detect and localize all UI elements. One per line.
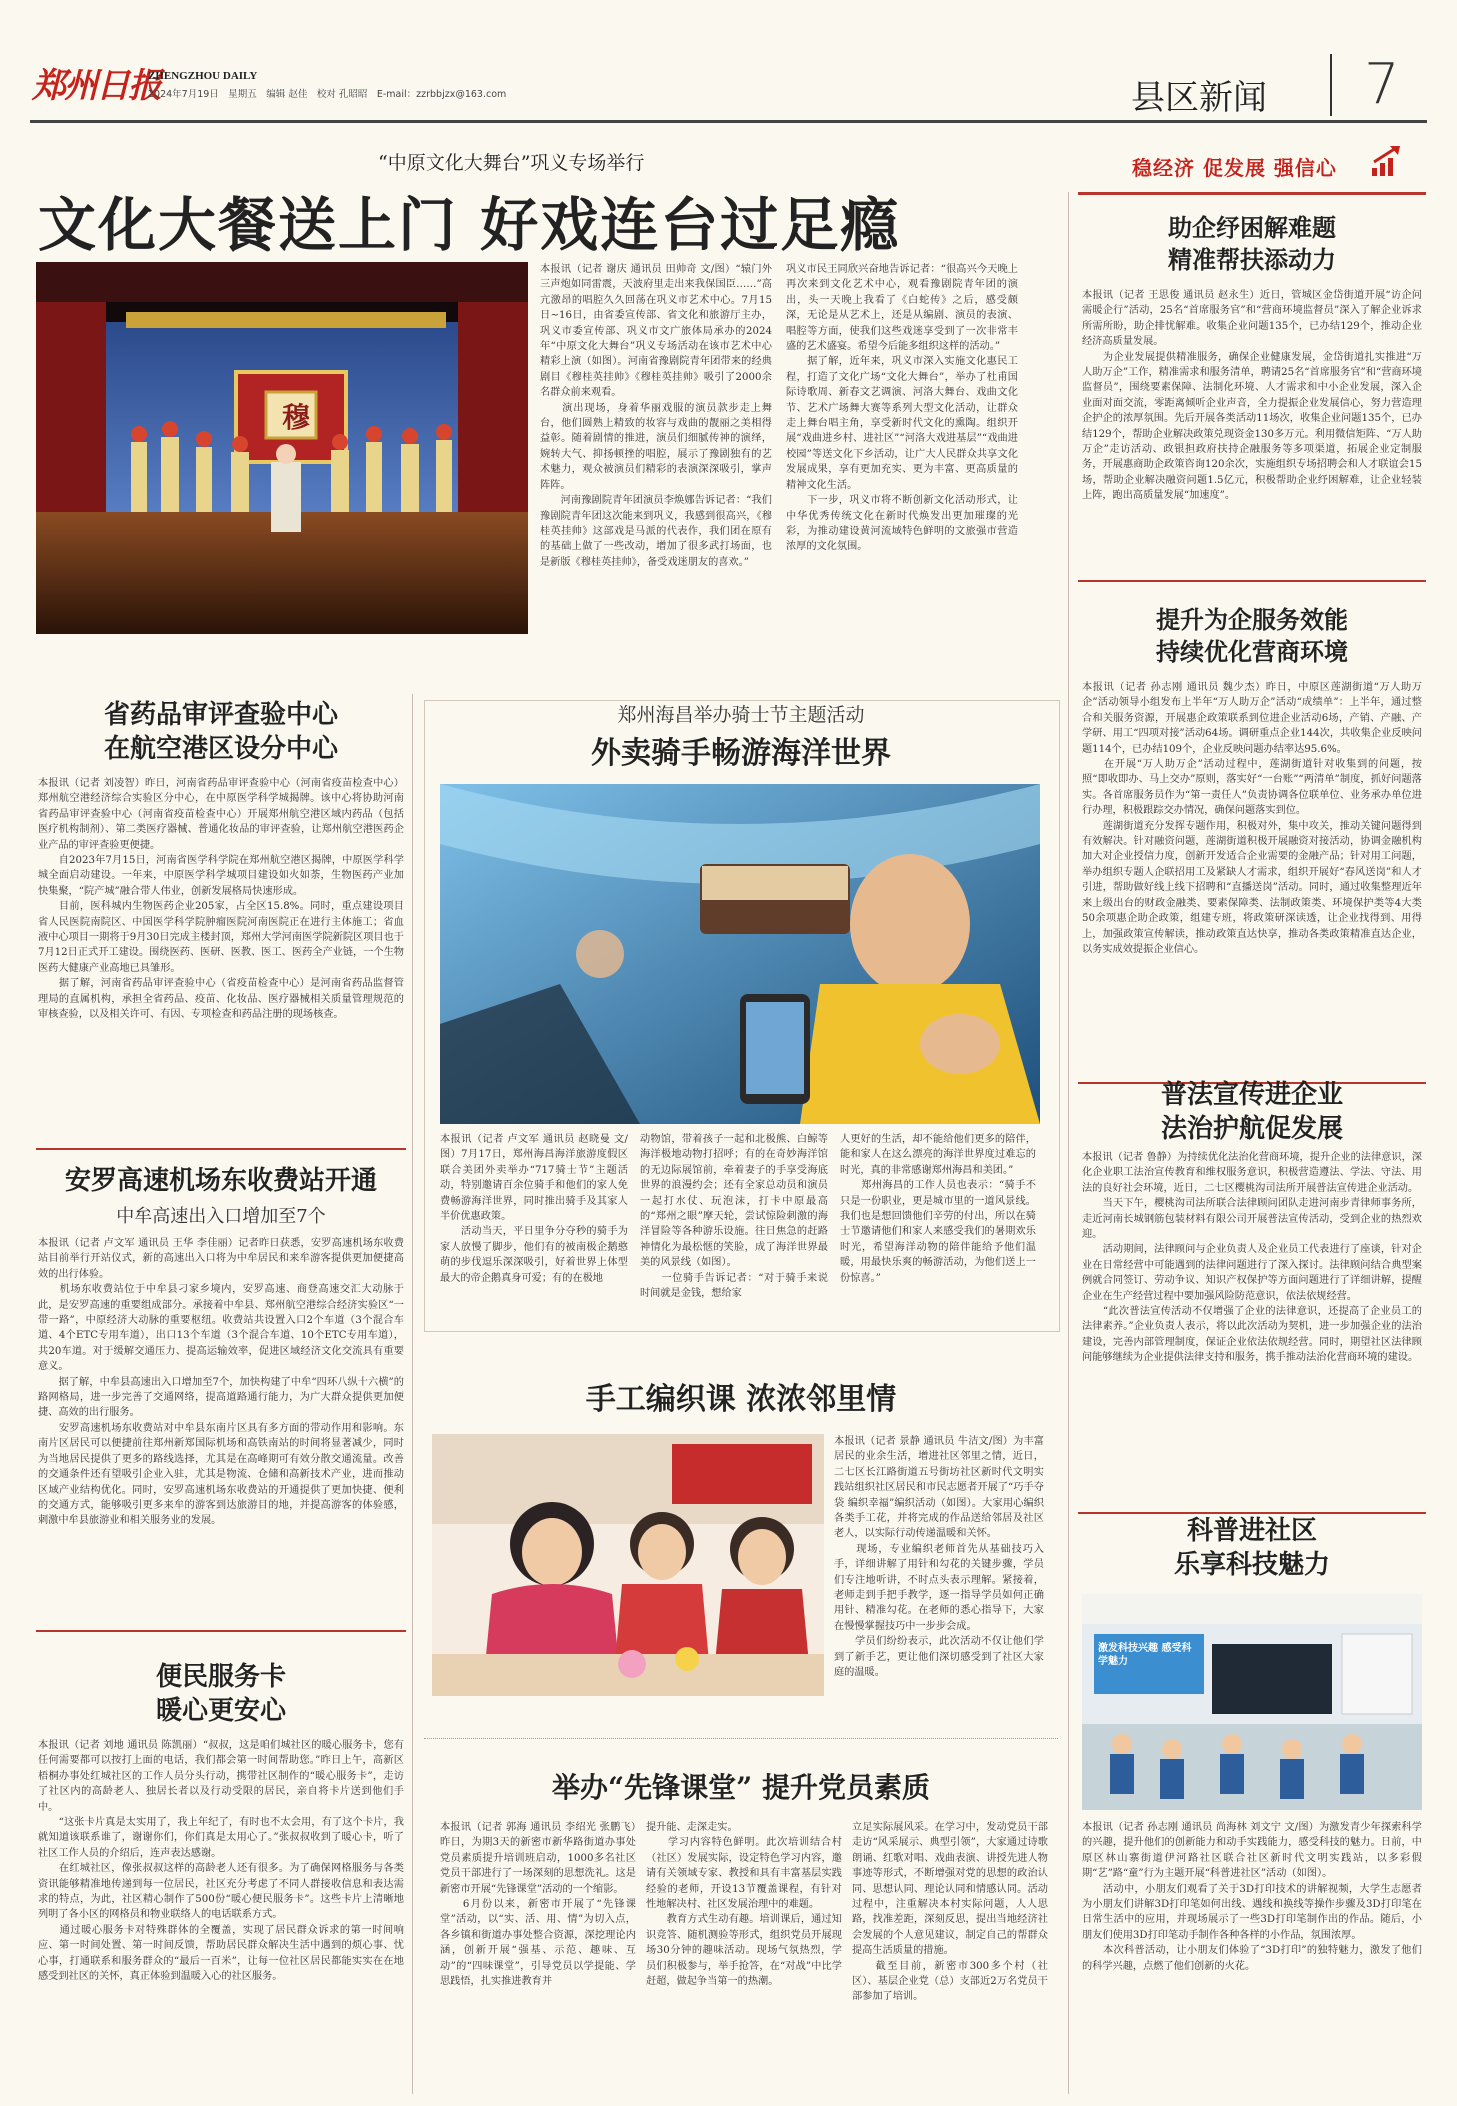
left-rule-3 [36,1630,406,1632]
weave-body: 本报讯（记者 景静 通讯员 牛洁文/图）为丰富居民的业余生活，增进社区邻里之情，近日，二七区长江路街道五号街坊社区新时代文明实践站组织社区居民和市民志愿者开展了“巧手夺袋 编织幸福”编织活动（如图）。大家用心编织各类手工花，并将完成的作品送给邻居及社区老人，以实际行动传递温暖和关怀。 现场，专业编织老师首先从基础技巧入手，详细讲解了用针和勾花的关键步骤，学员们专注地听讲，不时点头表示理解。紧接着，老师走到手把手教学，逐一指导学员如何正确用针、精准勾花。在老师的悉心指导下，大家在慢慢掌握技巧中一步步会成。 学员们纷纷表示，此次活动不仅让他们学到了新手艺，更让他们深切感受到了社区大家庭的温暖。 [834,1436,1044,1679]
knitting-class-photo [432,1434,824,1696]
sidebar-rule-2 [1078,580,1426,582]
lead-column-1: 本报讯（记者 谢庆 通讯员 田帅奇 文/图）“辕门外三声炮如同雷震，天波府里走出来我保国臣……”高亢激昂的唱腔久久回荡在巩义市艺术中心。7月15日~16日，由省委宣传部、省文化和旅游厅主办，巩义市委宣传部、巩义市文广旅体局承办的2024年“中原文化大舞台”巩义专场活动在该市艺术中心精彩上演（如图）。河南省豫剧院青年团带来的经典剧目《穆桂英挂帅》《穆桂英挂帅》吸引了2000余名群众前来观看。 演出现场，身着华丽戏服的演员款步走上舞台，他们圆熟上精致的妆容与戏曲的靓丽之美相得益彰。随着剧情的推进，演员们细腻传神的演绎，婉转大气、抑扬顿挫的唱腔，展示了豫剧独有的艺术魅力，观众被演员们精彩的表演深深吸引，掌声阵阵。 河南豫剧院青年团演员李焕娜告诉记者：“我们豫剧院青年团这次能来到巩义，我感到很高兴，《穆桂英挂帅》这部戏是马派的代表作，我们团在原有的基础上做了一些改动，增加了很多武打场面，也是新版《穆桂英挂帅》，备受戏迷朋友的喜欢。” [540,264,772,568]
left-2-subtitle: 中牟高速出入口增加至7个 [116,1206,326,1227]
rising-arrow-icon [1370,144,1404,178]
sidebar-2-title: 提升为企服务效能 持续优化营商环境 [1156,605,1348,666]
party-divider [424,1738,1058,1739]
sidebar-4-body: 本报讯（记者 孙志刚 通讯员 尚海林 刘文宁 文/图）为激发青少年探索科学的兴趣，提升他们的创新能力和动手实践能力，感受科技的魅力。日前，中原区林山寨街道伊河路社区联合社区新时代文明实践站，以多彩假期“艺”路“童”行为主题开展“科普进社区”活动（如图）。 活动中，小朋友们观看了关于3D打印技术的讲解视频，大学生志愿者为小朋友们讲解3D打印笔如何出线、遇线和换线等操作步骤及3D打印笔在日常生活中的应用，并现场展示了一些3D打印笔制作出的作品。随后，小朋友们使用3D打印笔动手制作各种各样的小作品，氛围浓厚。 本次科普活动，让小朋友们体验了“3D打印”的独特魅力，激发了他们的科学兴趣，点燃了他们创新的火花。 [1082,1822,1422,1972]
party-column-3: 立足实际展风采。在学习中，发动党员干部走访“风采展示、典型引领”，大家通过诗歌朗诵、红歌对唱、戏曲表演、讲授先进人物事迹等形式，不断增强对党的思想的政治认同、思想认同、理论认同和情感认同。活动过程中，注重解决本村实际问题，人人思路，找准差距，深刻反思，提出当地经济社会发展的个人意见建议，制定自己的帮群众提高生活质量的措施。 截至目前，新密市300多个村（社区）、基层企业党（总）支部近2万名党员干部参加了培训。 [852,1822,1048,2003]
slogan: 稳经济 促发展 强信心 [1132,156,1337,180]
left-2-body: 本报讯（记者 卢文军 通讯员 王华 李佳丽）记者昨日获悉，安罗高速机场东收费站目前举行开站仪式，新的高速出入口将为中牟居民和来牟游客提供更加便捷高效的出行体验。 机场东收费站位于中牟县刁家乡境内，安罗高速、商登高速交汇大动脉于此，是安罗高速的重要组成部分。承接着中牟县、郑州航空港综合经济实验区“一带一路”，中原经济大动脉的重要枢纽。收费站共设置入口2个车道（3个混合车道、4个ETC专用车道），出口13个车道（3个混合车道、10个ETC专用车道），共20车道。对于缓解交通压力、提高运输效率，促进区域经济文化交流具有重要意义。 据了解，中牟县高速出入口增加至7个，加快构建了中牟“四环八纵十六横”的路网格局，进一步完善了交通网络，提高道路通行能力，为广大群众提供更加便捷、高效的出行服务。 安罗高速机场东收费站对中牟县东南片区具有多方面的带动作用和影响。东南片区居民可以便捷前往郑州新郑国际机场和高铁南站的时间将显著减少，同时为当地居民提供了更多的路线选择，尤其是在高峰期可有效分散交通流量。改善的交通条件还有望吸引企业入驻，尤其是物流、仓储和高新技术产业，进而推动区域产业结构优化。同时，安罗高速机场东收费站的开通提供了更加快捷、便利的交通方式，能够吸引更多来牟的游客到达旅游目的地，并提高游客的体验感，刺激中牟县旅游业和相关服务业的发展。 [38,1238,404,1527]
masthead [0,0,1457,122]
riders-column-2: 动物馆，带着孩子一起和北极熊、白鲸等海洋极地动物打招呼；有的在奇妙海洋馆的无边际展馆前，牵着妻子的手享受海底世界的浪漫约会；还有全家总动员和演员一起打水仗、玩泡沫，打卡中原最高的“郑州之眼”摩天轮，尝试惊险刺激的海洋冒险等各种游乐设施。往日焦急的赶路神情化为最松惬的笑脸，成了海洋世界最美的风景线（如图）。 一位骑手告诉记者：“对于骑手来说时间就是金钱，想给家 [640,1134,828,1300]
riders-column-1: 本报讯（记者 卢文军 通讯员 赵晓曼 文/图）7月17日，郑州海昌海洋旅游度假区联合美团外卖举办“717骑士节”主题活动，特别邀请百余位骑手和他们的家人免费畅游海洋世界，同时推出骑手及其家人半价优惠政策。 活动当天，平日里争分夺秒的骑手为家人放慢了脚步，他们有的被南极企鹅憨萌的步伐逗乐深深吸引，好着世界上体型最大的帝企鹅真身可爱；有的在极地 [440,1134,628,1284]
paper-logo: 郑州日报 [32,66,160,106]
weave-title: 手工编织课 浓浓邻里情 [585,1382,897,1417]
lead-headline: 文化大餐送上门 好戏连台过足瘾 [38,191,901,259]
sidebar-1-title: 助企纾困解难题 精准帮扶添动力 [1168,213,1336,274]
riders-column-3: 人更好的生活，却不能给他们更多的陪伴，能和家人在这么漂亮的海洋世界度过难忘的时光，真的非常感谢郑州海昌和美团。” 郑州海昌的工作人员也表示：“骑手不只是一份职业，更是城市里的一道风景线。我们也是想回馈他们辛劳的付出，所以在骑士节邀请他们和家人来感受我们的暑期欢乐时光，希望海洋动物的陪伴能给予他们温暖，用最快乐爽的畅游活动，为他们送上一份惊喜。” [840,1134,1036,1284]
dateline: 2024年7月19日 星期五 编辑 赵佳 校对 孔昭昭 E-mail：zzrbbjzx@163.com [148,89,507,100]
left-2-title: 安罗高速机场东收费站开通 [64,1166,377,1196]
sidebar-3-title: 普法宣传进企业 法治护航促发展 [1160,1080,1343,1144]
sidebar-top-rule [1078,192,1426,195]
left-1-title: 省药品审评查验中心 在航空港区设分中心 [103,700,338,764]
party-column-2: 提升能、走深走实。 学习内容特色鲜明。此次培训结合村（社区）发展实际，设定特色学习内容，邀请有关领域专家、教授和具有丰富基层实践经验的老师，开设13节覆盖课程，有针对性地解决村、社区发展治理中的难题。 教育方式生动有趣。培训课后，通过知识竞答、随机测验等形式，组织党员开展现场30分钟的趣味活动。现场气氛热烈，学员们积极参与，举手抢答，在“对战”中比学赶超，做起争当第一的热潮。 [646,1822,842,1988]
sidebar-3-body: 本报讯（记者 鲁静）为持续优化法治化营商环境，提升企业的法律意识，深化企业职工法治宣传教育和维权服务意识，积极营造遵法、学法、守法、用法的良好社会环境，近日，二七区樱桃沟司法所开展普法宣传进企业活动。 当天下午，樱桃沟司法所联合法律顾问团队走进河南步青律师事务所，走近河南长城钢筋包装材料有限公司开展普法宣传活动，受到企业的热烈欢迎。 活动期间，法律顾问与企业负责人及企业员工代表进行了座谈，针对企业在日常经营中可能遇到的法律问题进行了深入探讨。法律顾问结合典型案例就合同签订、劳动争议、知识产权保护等方面问题进行了详细讲解，提醒企业在生产经营过程中要加强风险防范意识，依法依规经营。 “此次普法宣传活动不仅增强了企业的法律意识，还提高了企业员工的法律素养。”企业负责人表示，将以此次活动为契机，进一步加强企业的法治建设，完善内部管理制度，保证企业依法依规经营。同时，期望社区法律顾问能够继续为企业提供法律支持和服务，携手推动法治化营商环境的建设。 [1082,1152,1422,1364]
paper-english-name: ZHENGZHOU DAILY [148,70,258,82]
page-number: 7 [1364,52,1400,117]
sidebar-2-body: 本报讯（记者 孙志刚 通讯员 魏少杰）昨日，中原区莲湖街道“万人助万企”活动领导小组发布上半年“万人助万企”活动“成绩单”：上半年，通过整合和关服务资源，开展惠企政策联系到位进企业活动6场，产销、产融、产学研、用工“四项对接”活动64场。调研重点企业144次，共收集企业反映问题114个，已办结109个，企业反映问题办结率达95.6%。 在开展“万人助万企”活动过程中，莲湖街道针对收集到的问题，按照“即收即办、马上交办”原则，落实好“一台账”“两清单”制度，抓好问题落实。各首席服务员作为“第一责任人”负责协调各位联单位、业务承办单位进行办理，积极跟踪交办情况，确保问题落实到位。 莲湖街道充分发挥专题作用，积极对外，集中攻关，推动关键问题得到有效解决。针对融资问题，莲湖街道积极开展融资对接活动，协调金融机构加大对企业授信力度，创新开发适合企业需要的金融产品；针对用工问题，举办组织专题人企联招用工及紧缺人才需求，组织开展好“春风送岗”和人才引进，帮助做好线上线下招聘和“直播送岗”活动。同时，通过收集整理近年来上级出台的财政金融类、要素保障类、法制政策类、环境保护类等4大类50余项惠企助企政策，组建专班，将政策研深读透，让企业找得到、用得上，加强政策宣传解读，推动政策直达快享，推动各类政策精准直达企业，以务实成效提振企业信心。 [1082,682,1422,955]
science-class-photo [1082,1594,1422,1810]
section-name: 县区新闻 [1131,78,1267,118]
classroom-board-text: 激发科技兴趣 感受科学魅力 [1098,1643,1192,1667]
left-3-body: 本报讯（记者 刘地 通讯员 陈凯丽）“叔叔，这是咱们城社区的暖心服务卡，您有任何需要都可以按打上面的电话，我们都会第一时间帮助您。”昨日上午，高新区梧桐办事处红城社区的工作人员分头行动，携带社区制作的“暖心服务卡”，走访了社区内的高龄老人、独居长者以及行动受限的居民，亲自将卡片送到他们手中。 “这张卡片真是太实用了，我上年纪了，有时也不太会用，有了这个卡片，我就知道该联系谁了，谢谢你们，你们真是太用心了。”张叔叔收到了暖心卡，听了社区工作人员的介绍后，连声表达感谢。 在红城社区，像张叔叔这样的高龄老人还有很多。为了确保网格服务与各类资讯能够精准地传递到每一位居民，社区充分考虑了不同人群接收信息和表达需求的特点，为此，社区精心制作了500份“暖心便民服务卡”。这些卡片上清晰地列明了各小区的网格员和物业联络人的电话联系方式。 通过暖心服务卡对特殊群体的全覆盖，实现了居民群众诉求的第一时间响应、第一时间处置、第一时间反馈，帮助居民群众解决生活中遇到的烦心事、忧心事，打通联系和服务群众的“最后一百米”，让每一位社区居民都能实实在在地感受到社区的关怀，真正体验到温暖入心的社区服务。 [38,1740,404,1983]
left-rule-2 [36,1148,406,1150]
section-divider [1330,54,1332,116]
aquarium-photo [440,784,1040,1124]
riders-title: 外卖骑手畅游海洋世界 [591,736,891,771]
sidebar-1-body: 本报讯（记者 王思俊 通讯员 赵永生）近日，管城区金岱街道开展“访企问需暖企行”活动，25名“首席服务官”和“营商环境监督员”深入了解企业诉求所需所盼，助企排忧解难。收集企业问题135个，已办结129个，推动企业经济高质量发展。 为企业发展提供精准服务，确保企业健康发展，金岱街道扎实推进“万人助万企”工作，精准需求和服务清单，聘请25名“首席服务官”和“营商环境监督员”，围绕要素保障、法制化环境、人才需求和中小企业发展，深入企业面对面交流，零距离倾听企业声音，全力提振企业发展信心，努力营造理企护企的浓厚氛围。先后开展各类活动11场次，收集企业问题135个，已办结129个，帮助企业解决政策兑现资金130多万元。利用微信矩阵、“万人助万企”走访活动、政银担政府扶持企融服务等多项渠道，拓展企业定制服务，开展惠商助企政策咨询120余次，实施组织专场招聘会和人才联谊会15场，帮助企业解决融资问题1.5亿元，积极帮助企业纾困解难，让企业轻装上阵，跑出高质量发展“加速度”。 [1082,290,1422,502]
masthead-rule [30,120,1427,123]
left-3-title: 便民服务卡 暖心更安心 [155,1662,286,1726]
party-title: 举办“先锋课堂” 提升党员素质 [552,1771,930,1804]
riders-kicker: 郑州海昌举办骑士节主题活动 [617,704,865,726]
sidebar-4-title: 科普进社区 乐享科技魅力 [1173,1516,1330,1580]
column-rule-left [412,694,413,2094]
lead-kicker: “中原文化大舞台”巩义专场举行 [378,152,645,174]
lead-column-2: 巩义市民王同欣兴奋地告诉记者：“很高兴今天晚上再次来到文化艺术中心，观看豫剧院青年团的演出，头一天晚上我看了《白蛇传》之后，感受颇深，无论是从艺术上，还是从编剧、演员的表演、唱腔等方面，使我们这些戏迷享受到了一次非常丰盛的艺术盛宴。希望今后能多组织这样的活动。” 据了解，近年来，巩义市深入实施文化惠民工程，打造了文化广场“文化大舞台”，举办了杜甫国际诗歌周、新春文艺调演、河洛大舞台、戏曲文化节、艺术广场舞大赛等系列大型文化活动，让群众走上舞台唱主角，享受新时代文化的熏陶。组织开展“戏曲进乡村、进社区”“河洛大戏进基层”“戏曲进校园”等送文化下乡活动，让广大人民群众共享文化发展成果，享有更加充实、更为丰富、更高质量的精神文化生活。 下一步，巩义市将不断创新文化活动形式，让中华优秀传统文化在新时代焕发出更加璀璨的光彩，为推动建设黄河流域特色鲜明的文旅强市营造浓厚的文化氛围。 [786,264,1018,553]
column-rule-right [1068,192,1069,2094]
party-column-1: 本报讯（记者 郭海 通讯员 李绍光 张鹏飞）昨日，为期3天的新密市新华路街道办事处党员素质提升培训班启动，1000多名社区党员干部进行了一场深刻的思想洗礼。这是新密市开展“先锋课堂”活动的一个缩影。 6月份以来，新密市开展了“先锋课堂”活动，以“实、活、用、情”为切入点，各乡镇和街道办事处整合资源，深挖理论内涵，创新开展“强基、示范、趣味、互动”的“四味课堂”，引导党员以学提能、学思践悟，扎实推进教育并 [440,1822,636,1988]
opera-stage-photo [36,262,528,634]
stage-plaque-text: 穆 [281,401,310,434]
left-1-body: 本报讯（记者 刘凌智）昨日，河南省药品审评查验中心（河南省疫苗检查中心）郑州航空港经济综合实验区分中心，在中原医学科学城揭牌。该中心将协助河南省药品审评查验中心（河南省疫苗检查中心）开展郑州航空港区域内药品（包括医疗机构制剂）、第二类医疗器械、普通化妆品的审评查验，让郑州航空港医药企业产品的审评查验更便捷。 自2023年7月15日，河南省医学科学院在郑州航空港区揭牌，中原医学科学城全面启动建设。一年来，中原医学科学城项目建设如火如荼，生物医药产业加快集聚，“院产城”融合带人伟业，创新发展格局快速形成。 目前，医科城内生物医药企业205家，占全区15.8%。同时，重点建设项目省人民医院南院区、中国医学科学院肿瘤医院河南医院正在进行主体施工；省血液中心项目一期将于9月30日完成主楼封顶，郑州大学河南医学院新院区项目也于7月12日正式开工建设。围绕医药、医研、医教、医工、医药全产业链，一个生物医药大健康产业高地已具雏形。 据了解，河南省药品审评查验中心（省疫苗检查中心）是河南省药品监督管理局的直属机构，承担全省药品、疫苗、化妆品、医疗器械相关质量管理规范的审核查验，以及相关许可、有因、专项检查和药品注册的现场核查。 [38,778,404,1021]
